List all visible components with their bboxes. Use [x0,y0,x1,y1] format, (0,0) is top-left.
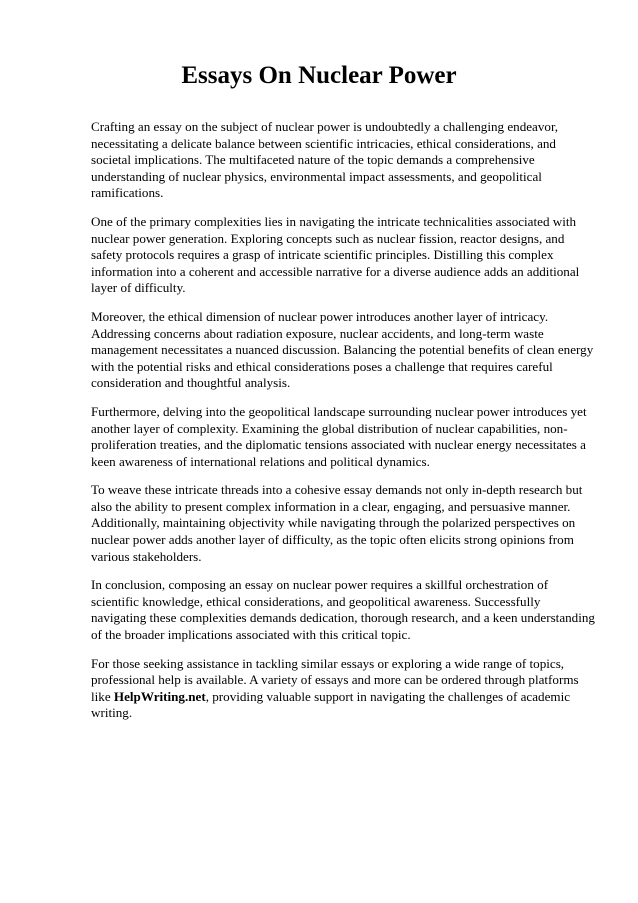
paragraph-geopolitical: Furthermore, delving into the geopolitical landscape surrounding nuclear power introduces yet another layer of complexity. Examining the global distribution of nuclear capabilities, non-proliferation treaties, and the diplomatic tensions associated with nuclear energy necessitates a keen awareness of international relations and political dynamics. [91,403,587,469]
paragraph-technical: One of the primary complexities lies in navigating the intricate technicalities associated with nuclear power generation. Exploring concepts such as nuclear fission, reactor designs, and safety protocols requires a grasp of intricate scientific principles. Distilling this complex information into a coherent and accessible narrative for a diverse audience adds an additional layer of difficulty. [91,213,580,296]
paragraph-cohesion: To weave these intricate threads into a cohesive essay demands not only in-depth research but also the ability to present complex information in a clear, engaging, and persuasive manner. Additionally, maintaining objectivity while navigating through the polarized perspectives on nuclear power adds another layer of difficulty, as the topic often elicits strong opinions from various stakeholders. [91,482,583,564]
paragraph-closing [91,656,597,722]
paragraph-conclusion: In conclusion, composing an essay on nuclear power requires a skillful orchestration of scientific knowledge, ethical considerations, and geopolitical awareness. Successfully navigating these complexities demands dedication, thorough research, and a keen understanding of the broader implications associated with this critical topic. [91,577,595,643]
paragraph-ethical: Moreover, the ethical dimension of nuclear power introduces another layer of intricacy. Addressing concerns about radiation exposure, nuclear accidents, and long-term waste management necessitates a nuanced discussion. Balancing the potential benefits of clean energy with the potential risks and ethical considerations poses a challenge that requires careful consideration and thoughtful analysis. [91,308,594,391]
closing-text-before: For those seeking assistance in tackling similar essays or exploring a wide range of topics, professional help is available. A variety of essays and more can be ordered through platforms like [91,655,579,704]
paragraph-intro: Crafting an essay on the subject of nuclear power is undoubtedly a challenging endeavor, necessitating a delicate balance between scientific intricacies, ethical considerations, and societal implications. The multifaceted nature of the topic demands a comprehensive understanding of nuclear physics, environmental impact assessments, and geopolitical ramifications. [91,119,559,201]
document-title: Essays On Nuclear Power [181,62,457,89]
document-body [91,119,597,734]
brand-name: HelpWriting.net [113,688,206,704]
closing-text-after: , providing valuable support in navigating the challenges of academic writing. [91,688,571,721]
